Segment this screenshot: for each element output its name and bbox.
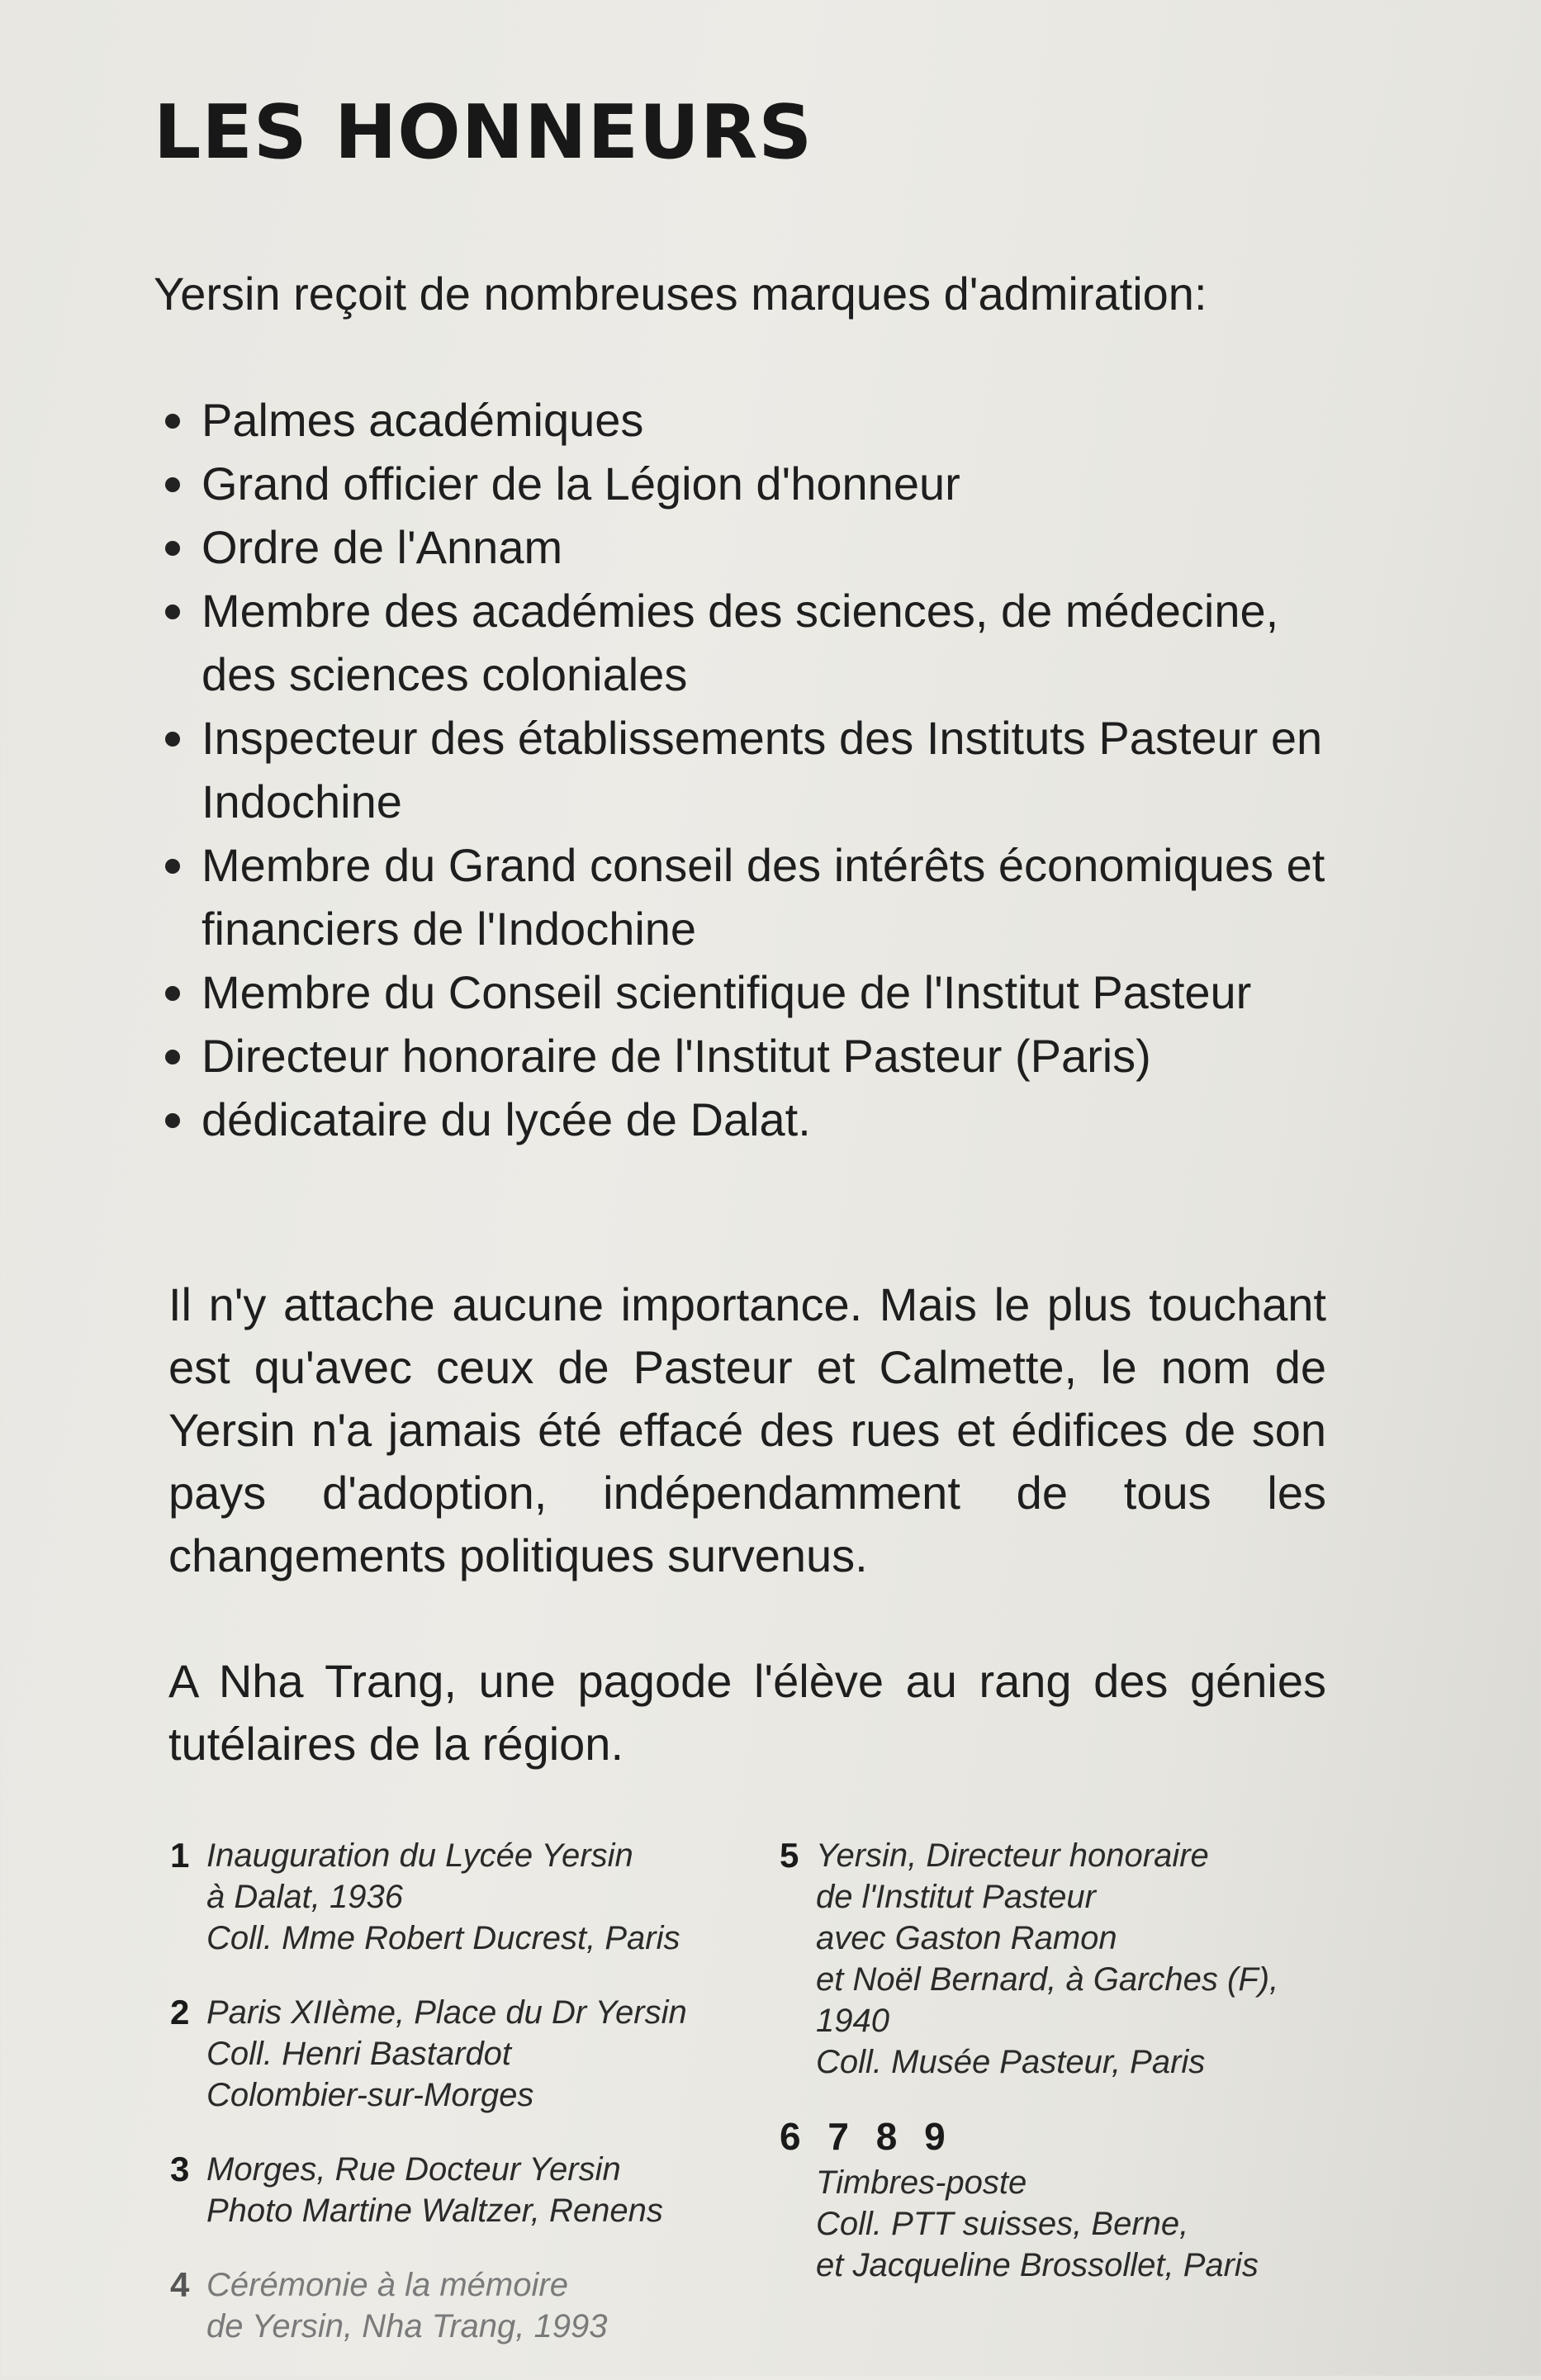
caption-5 <box>780 1835 1358 2083</box>
list-item: Membre du Conseil scientifique de l'Institut Pasteur <box>162 960 1359 1024</box>
captions-right-column <box>780 1835 1358 2319</box>
caption-line: Coll. Musée Pasteur, Paris <box>816 2044 1206 2080</box>
caption-number: 2 <box>170 1993 190 2032</box>
body-paragraph-2: A Nha Trang, une pagode l'élève au rang des génies tutélaires de la région. <box>168 1655 1326 1770</box>
list-item: Palmes académiques <box>162 388 1359 452</box>
caption-line: et Jacqueline Brossollet, Paris <box>816 2247 1259 2283</box>
captions-left-column <box>170 1835 732 2380</box>
list-item: dédicataire du lycée de Dalat. <box>162 1088 1359 1151</box>
body-paragraph-1: Il n'y attache aucune importance. Mais le plus touchant est qu'avec ceux de Pasteur et Calmette, le nom de Yersin n'a jamais été effacé des rues et édifices de son pays d'adoption, indépendamment de tous les changements politiques survenus. <box>168 1278 1326 1581</box>
caption-number: 3 <box>170 2150 190 2188</box>
caption-number: 1 <box>170 1836 190 1875</box>
caption-number: 6 7 8 9 <box>780 2115 954 2158</box>
caption-line: Cérémonie à la mémoire <box>206 2267 568 2303</box>
caption-line: de l'Institut Pasteur <box>816 1879 1096 1915</box>
caption-6789 <box>780 2116 1358 2286</box>
list-item: Inspecteur des établissements des Instituts Pasteur en Indochine <box>162 706 1359 833</box>
list-item: Grand officier de la Légion d'honneur <box>162 452 1359 515</box>
caption-line: à Dalat, 1936 <box>206 1879 403 1915</box>
list-item: Ordre de l'Annam <box>162 515 1359 579</box>
caption-1 <box>170 1835 732 1959</box>
caption-line: Timbres-poste <box>816 2164 1027 2201</box>
list-item: Membre du Grand conseil des intérêts économiques et financiers de l'Indochine <box>162 833 1359 960</box>
caption-number: 4 <box>170 2265 190 2304</box>
page-title: LES HONNEURS <box>154 89 813 176</box>
caption-line: 1940 <box>816 2003 889 2039</box>
caption-line: avec Gaston Ramon <box>816 1920 1117 1956</box>
caption-line: Photo Martine Waltzer, Renens <box>206 2193 663 2229</box>
caption-line: Yersin, Directeur honoraire <box>816 1837 1209 1874</box>
caption-line: Coll. Henri Bastardot <box>206 2036 512 2072</box>
caption-number: 5 <box>780 1836 799 1875</box>
caption-line: Paris XIIème, Place du Dr Yersin <box>206 1994 687 2031</box>
caption-3 <box>170 2149 732 2231</box>
intro-text: Yersin reçoit de nombreuses marques d'admiration: <box>154 268 1207 320</box>
caption-line: Colombier-sur-Morges <box>206 2077 534 2113</box>
caption-2 <box>170 1992 732 2116</box>
caption-line: Morges, Rue Docteur Yersin <box>206 2151 621 2188</box>
honors-list <box>162 388 1359 1151</box>
caption-line: Coll. Mme Robert Ducrest, Paris <box>206 1920 680 1956</box>
caption-line: de Yersin, Nha Trang, 1993 <box>206 2308 608 2344</box>
caption-line: Inauguration du Lycée Yersin <box>206 1837 633 1874</box>
list-item: Directeur honoraire de l'Institut Pasteur (Paris) <box>162 1024 1359 1088</box>
list-item: Membre des académies des sciences, de médecine, des sciences coloniales <box>162 579 1359 706</box>
caption-line: Coll. PTT suisses, Berne, <box>816 2206 1189 2242</box>
caption-line: et Noël Bernard, à Garches (F), <box>816 1961 1279 1998</box>
caption-4 <box>170 2264 732 2347</box>
